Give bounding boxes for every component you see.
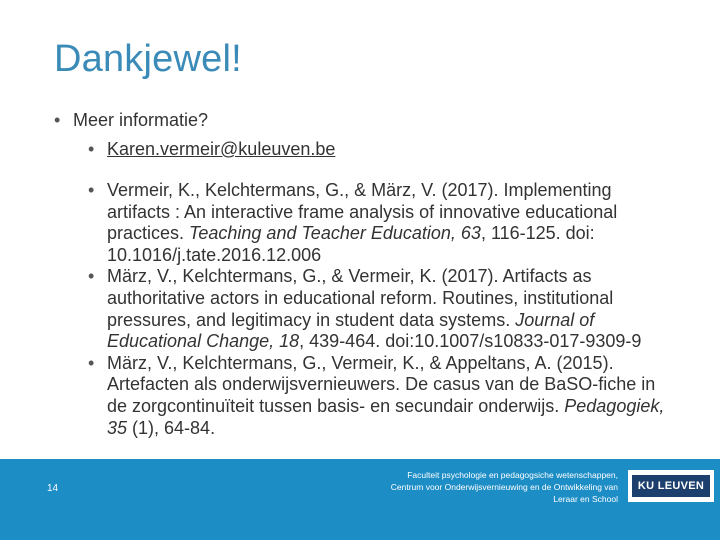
reference-text: März, V., Kelchtermans, G., Vermeir, K., & Appeltans, A. (2015). Artefacten als onderwijsvernieuwers. De casus van de BaSO-fiche in de zorgcontinuïteit tussen basis- en secundair onderwijs.: [107, 352, 656, 416]
reference-journal: Teaching and Teacher Education, 63: [189, 223, 481, 244]
faculty-line: Centrum voor Onderwijsvernieuwing en de Ontwikkeling van: [390, 482, 618, 492]
page-number: 14: [47, 483, 59, 494]
bullet-dot: •: [54, 110, 61, 130]
faculty-info: [318, 469, 618, 505]
bullet-dot: •: [88, 180, 95, 200]
bullet-dot: •: [88, 139, 95, 159]
reference-pages: , 439-464. doi:10.1007/s10833-017-9309-9: [299, 331, 642, 352]
ku-leuven-logo: [628, 470, 714, 502]
bullet-more-info: [54, 109, 208, 131]
bullet-more-info-label: Meer informatie?: [73, 110, 209, 130]
email-link[interactable]: Karen.vermeir@kuleuven.be: [107, 139, 336, 159]
reference-item: [88, 266, 668, 352]
reference-item: [88, 353, 668, 439]
reference-journal: Pedagogiek, 35: [107, 395, 665, 438]
faculty-line: Leraar en School: [553, 494, 618, 504]
bullet-email: [88, 138, 335, 160]
reference-list: [88, 180, 668, 439]
reference-text: März, V., Kelchtermans, G., & Vermeir, K. (2017). Artifacts as authoritative actors in educational reform. Routines, institutional pressures, and legitimacy in student data systems.: [107, 266, 614, 330]
reference-pages: (1), 64-84.: [127, 417, 216, 438]
reference-pages: , 116-125. doi: 10.1016/j.tate.2016.12.006: [107, 223, 595, 265]
footer-bar: [0, 459, 720, 540]
bullet-dot: •: [88, 266, 95, 287]
reference-text: Vermeir, K., Kelchtermans, G., & März, V. (2017). Implementing artifacts : An interactive frame analysis of innovative educational practices.: [107, 180, 618, 244]
slide-title: Dankjewel!: [54, 38, 242, 80]
bullet-dot: •: [88, 352, 95, 373]
logo-text: KU LEUVEN: [632, 475, 710, 497]
reference-journal: Journal of Educational Change, 18: [107, 309, 595, 352]
faculty-line: Faculteit psychologie en pedagogsiche wetenschappen,: [407, 470, 618, 480]
reference-item: [88, 180, 668, 266]
